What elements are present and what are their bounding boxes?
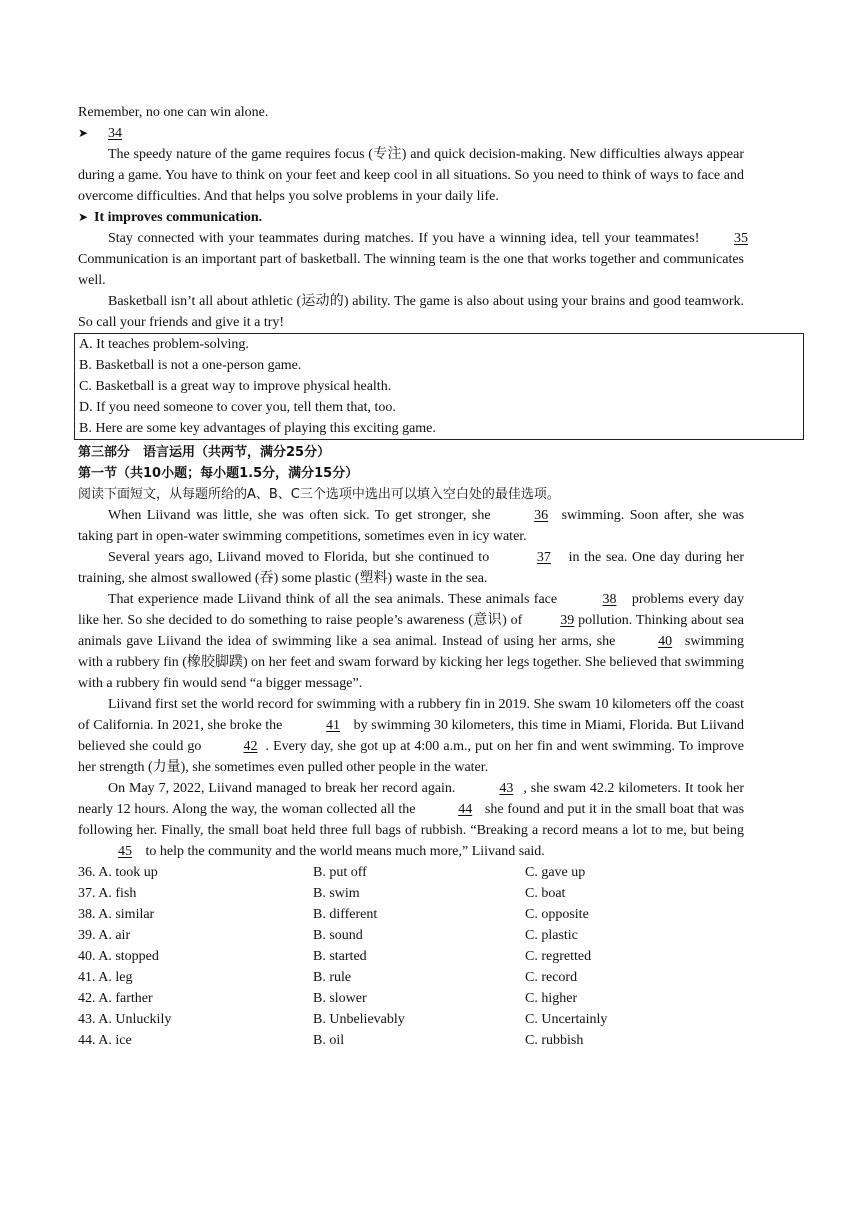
text-p5d: to help the community and the world means much more,” Liivand said.	[145, 844, 545, 859]
choice-b: B. different	[313, 907, 378, 922]
passage-paragraph-4	[78, 694, 744, 778]
blank-36: 36	[534, 508, 549, 523]
choice-c: C. opposite	[525, 907, 589, 922]
choice-a: 39. A. air	[78, 928, 131, 943]
choice-a: 43. A. Unluckily	[78, 1012, 172, 1027]
blank-41: 41	[326, 718, 341, 733]
arrow-bullet-icon: ➤	[78, 126, 89, 140]
choice-b: B. sound	[313, 928, 363, 943]
document-page	[78, 102, 749, 1051]
choice-b: B. put off	[313, 865, 367, 880]
arrow-bullet-icon: ➤	[78, 210, 89, 224]
passage-paragraph-5	[78, 778, 744, 862]
passage-paragraph-3	[78, 589, 744, 694]
option-d: D. If you need someone to cover you, tell them that, too.	[79, 400, 396, 415]
text-p3c: pollution. Thinking about sea animals gave Liivand the idea of swimming like a sea animal. Instead of using her arms, she	[78, 613, 745, 649]
text-p2a: Several years ago, Liivand moved to Florida, but she continued to	[108, 550, 490, 565]
choice-b: B. started	[313, 949, 367, 964]
bullet-communication	[78, 207, 744, 228]
passage-paragraph-1	[78, 505, 744, 547]
choice-c: C. higher	[525, 991, 578, 1006]
blank-43: 43	[499, 781, 514, 796]
choice-b: B. swim	[313, 886, 360, 901]
choice-b: B. rule	[313, 970, 352, 985]
choice-c: C. record	[525, 970, 578, 985]
blank-35: 35	[734, 231, 749, 246]
choices-list	[78, 862, 744, 1051]
choice-c: C. rubbish	[525, 1033, 584, 1048]
blank-44: 44	[458, 802, 473, 817]
text-p3a: That experience made Liivand think of all the sea animals. These animals face	[108, 592, 558, 607]
text-comm-a: Stay connected with your teammates during matches. If you have a winning idea, tell your teammates!	[108, 231, 700, 246]
options-box	[74, 333, 804, 440]
instruction: 阅读下面短文，从每题所给的A、B、C三个选项中选出可以填入空白处的最佳选项。	[78, 487, 560, 502]
choice-c: C. plastic	[525, 928, 578, 943]
blank-38: 38	[602, 592, 617, 607]
option-e: B. Here are some key advantages of playing this exciting game.	[79, 421, 436, 436]
text-p4b: by swimming 30 kilometers, this time in Miami, Florida. But Liivand believed she could go	[78, 718, 745, 754]
text-p3b: problems every day like her. So she decided to do something to raise people’s awareness (意识) of	[78, 592, 744, 628]
choice-row-42	[78, 988, 744, 1009]
text-p1b: swimming. Soon after, she was taking part in open-water swimming competitions, sometimes even in icy water.	[78, 508, 745, 544]
text-comm-b: Communication is an important part of basketball. The winning team is the one that works together and communicates well.	[78, 252, 744, 288]
choice-c: C. boat	[525, 886, 566, 901]
choice-row-40	[78, 946, 744, 967]
choice-a: 41. A. leg	[78, 970, 133, 985]
choice-c: C. gave up	[525, 865, 586, 880]
blank-34: 34	[108, 126, 122, 141]
choice-b: B. slower	[313, 991, 367, 1006]
blank-37: 37	[536, 550, 551, 565]
paragraph-conclusion: Basketball isn’t all about athletic (运动的) ability. The game is also about using your brains and good teamwork. So call your friends and give it a try!	[78, 294, 744, 330]
option-b: B. Basketball is not a one-person game.	[79, 358, 302, 373]
text-p1a: When Liivand was little, she was often sick. To get stronger, she	[108, 508, 491, 523]
choice-a: 38. A. similar	[78, 907, 155, 922]
text-p5a: On May 7, 2022, Liivand managed to break her record again.	[108, 781, 456, 796]
choice-b: B. Unbelievably	[313, 1012, 405, 1027]
choice-a: 42. A. farther	[78, 991, 153, 1006]
choice-a: 36. A. took up	[78, 865, 158, 880]
part3-title: 第三部分 语言运用（共两节，满分25分）	[78, 445, 331, 460]
heading-communication: It improves communication.	[94, 210, 263, 225]
choice-a: 40. A. stopped	[78, 949, 159, 964]
choice-c: C. Uncertainly	[525, 1012, 608, 1027]
choice-row-38	[78, 904, 744, 925]
choice-row-39	[78, 925, 744, 946]
option-c: C. Basketball is a great way to improve physical health.	[79, 379, 392, 394]
choice-b: B. oil	[313, 1033, 345, 1048]
section1-title: 第一节（共10小题；每小题1.5分，满分15分）	[78, 466, 359, 481]
choice-c: C. regretted	[525, 949, 592, 964]
choice-a: 37. A. fish	[78, 886, 137, 901]
text-p3d: swimming with a rubbery fin (橡胶脚蹼) on her feet and swam forward by kicking her legs together. She believed that swimming with a rubbery fin would send “a bigger message”.	[78, 634, 745, 691]
choice-row-37	[78, 883, 744, 904]
text-p4c: . Every day, she got up at 4:00 a.m., put on her fin and went swimming. To improve her strength (力量), she sometimes even pulled other people in the water.	[78, 739, 744, 775]
closing-line: Remember, no one can win alone.	[78, 105, 269, 120]
choice-row-44	[78, 1030, 744, 1051]
choice-a: 44. A. ice	[78, 1033, 132, 1048]
paragraph-communication	[78, 228, 749, 291]
blank-40: 40	[658, 634, 673, 649]
choice-row-36	[78, 862, 744, 883]
option-a: A. It teaches problem-solving.	[79, 337, 249, 352]
text-p2b: in the sea. One day during her training, she almost swallowed (吞) some plastic (塑料) waste in the sea.	[78, 550, 745, 586]
blank-42: 42	[243, 739, 258, 754]
passage-paragraph-2	[78, 547, 744, 589]
paragraph-problem-solving: The speedy nature of the game requires focus (专注) and quick decision-making. New difficulties always appear during a game. You have to think on your feet and keep cool in all situations. So you need to think of ways to face and overcome difficulties. And that helps you solve problems in your daily life.	[78, 147, 744, 204]
blank-39: 39	[560, 613, 575, 628]
choice-row-43	[78, 1009, 744, 1030]
choice-row-41	[78, 967, 744, 988]
text-p4a: Liivand first set the world record for swimming with a rubbery fin in 2019. She swam 10 kilometers off the coast of California. In 2021, she broke the	[78, 697, 744, 733]
blank-45: 45	[118, 844, 132, 859]
text-p5b: , she swam 42.2 kilometers. It took her nearly 12 hours. Along the way, the woman collected all the	[78, 781, 745, 817]
bullet-34	[78, 123, 744, 144]
text-p5c: she found and put it in the small boat that was following her. Finally, the small boat held three full bags of rubbish. “Breaking a record means a lot to me, but being	[78, 802, 745, 838]
